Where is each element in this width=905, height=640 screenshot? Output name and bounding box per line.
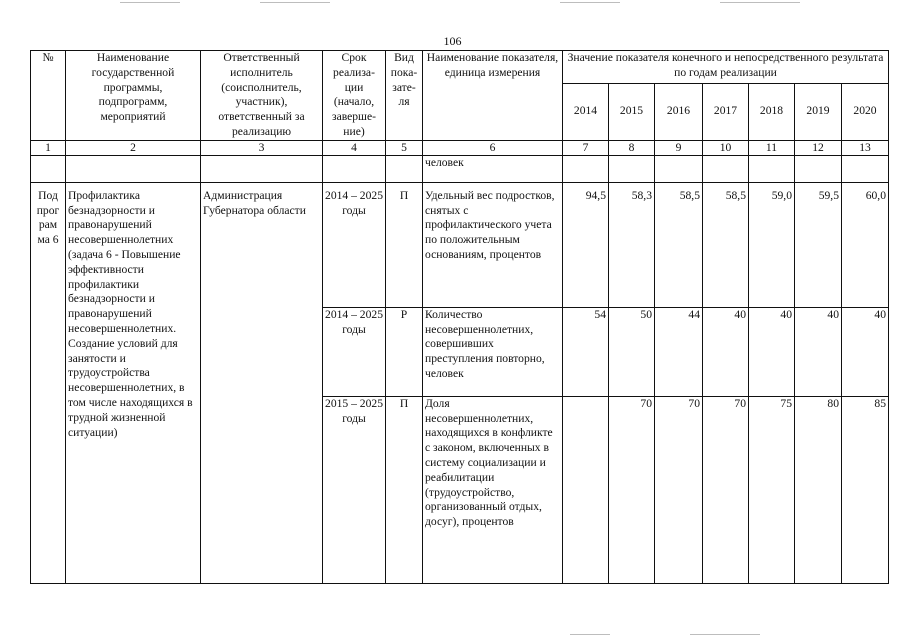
indicator-value: 70 xyxy=(703,396,749,583)
scan-mark xyxy=(120,2,180,3)
indicator-value: 80 xyxy=(795,396,842,583)
scan-mark xyxy=(720,2,800,3)
indicator-type: П xyxy=(386,396,423,583)
empty-cell xyxy=(386,155,423,182)
empty-cell xyxy=(795,155,842,182)
indicator-name: Удельный вес подростков, снятых с профилактического учета по положительным основаниям, процентов xyxy=(423,189,563,308)
indicator-value: 40 xyxy=(749,307,795,396)
indicator-row xyxy=(31,189,889,308)
indicator-value: 50 xyxy=(609,307,655,396)
header-program-name: Наименование государственной программы, подпрограмм, мероприятий xyxy=(66,51,201,141)
indicator-value: 70 xyxy=(609,396,655,583)
column-number: 13 xyxy=(842,140,889,155)
header-indicator-type: Вид пока-зате-ля xyxy=(386,51,423,141)
empty-cell xyxy=(749,155,795,182)
header-values: Значение показателя конечного и непосредственного результата по годам реализации xyxy=(563,51,889,84)
subprogram-responsible: Администрация Губернатора области xyxy=(201,189,323,584)
column-number: 9 xyxy=(655,140,703,155)
column-number: 2 xyxy=(66,140,201,155)
column-number-row xyxy=(31,140,889,155)
indicator-value: 40 xyxy=(795,307,842,396)
indicator-value: 44 xyxy=(655,307,703,396)
header-year: 2019 xyxy=(795,84,842,141)
header-no: № xyxy=(31,51,66,141)
continuation-row xyxy=(31,155,889,182)
indicator-period: 2014 – 2025 годы xyxy=(323,189,386,308)
indicator-value: 75 xyxy=(749,396,795,583)
column-number: 3 xyxy=(201,140,323,155)
indicator-period: 2014 – 2025 годы xyxy=(323,307,386,396)
empty-cell xyxy=(31,155,66,182)
column-number: 5 xyxy=(386,140,423,155)
column-number: 1 xyxy=(31,140,66,155)
column-number: 7 xyxy=(563,140,609,155)
header-year: 2018 xyxy=(749,84,795,141)
header-year: 2017 xyxy=(703,84,749,141)
indicator-value: 58,5 xyxy=(703,189,749,308)
indicator-value: 40 xyxy=(703,307,749,396)
header-responsible: Ответственный исполнитель (соисполнитель, участник), ответственный за реализацию xyxy=(201,51,323,141)
indicator-value: 58,3 xyxy=(609,189,655,308)
empty-cell xyxy=(201,155,323,182)
indicator-value: 40 xyxy=(842,307,889,396)
column-number: 4 xyxy=(323,140,386,155)
indicator-type: П xyxy=(386,189,423,308)
empty-cell xyxy=(609,155,655,182)
scan-mark xyxy=(560,2,620,3)
page-number: 106 xyxy=(443,34,462,48)
indicator-period: 2015 – 2025 годы xyxy=(323,396,386,583)
header-indicator-name: Наименование показателя, единица измерения xyxy=(423,51,563,141)
empty-cell xyxy=(563,155,609,182)
column-number: 11 xyxy=(749,140,795,155)
indicator-value: 59,5 xyxy=(795,189,842,308)
column-number: 8 xyxy=(609,140,655,155)
header-row xyxy=(31,51,889,84)
scan-mark xyxy=(690,634,760,635)
indicator-type: Р xyxy=(386,307,423,396)
indicator-value: 85 xyxy=(842,396,889,583)
indicator-name: Доля несовершеннолетних, находящихся в конфликте с законом, включенных в систему социализации и реабилитации (трудоустройство, организованный отдых, досуг), процентов xyxy=(423,396,563,583)
header-year: 2015 xyxy=(609,84,655,141)
column-number: 12 xyxy=(795,140,842,155)
indicator-value: 58,5 xyxy=(655,189,703,308)
subprogram-number: Под прог рам ма 6 xyxy=(31,189,66,584)
header-year: 2016 xyxy=(655,84,703,141)
indicator-value: 70 xyxy=(655,396,703,583)
indicator-name: Количество несовершеннолетних, совершивших преступления повторно, человек xyxy=(423,307,563,396)
empty-cell xyxy=(703,155,749,182)
subprogram-name: Профилактика безнадзорности и правонарушений несовершеннолетних (задача 6 - Повышение эффективности профилактики безнадзорности и правонарушений несовершеннолетних. Создание условий для занятости и трудоустройства несовершеннолетних, в том числе находящихся в трудной жизненной ситуации) xyxy=(66,189,201,584)
column-number: 6 xyxy=(423,140,563,155)
indicator-value: 60,0 xyxy=(842,189,889,308)
indicator-name-continued: человек xyxy=(423,155,563,182)
scan-mark xyxy=(570,634,610,635)
empty-cell xyxy=(66,155,201,182)
indicator-value: 54 xyxy=(563,307,609,396)
scan-mark xyxy=(260,2,330,3)
indicator-value xyxy=(563,396,609,583)
indicators-table xyxy=(30,50,889,584)
empty-cell xyxy=(655,155,703,182)
header-year: 2014 xyxy=(563,84,609,141)
header-year: 2020 xyxy=(842,84,889,141)
indicator-value: 59,0 xyxy=(749,189,795,308)
empty-cell xyxy=(842,155,889,182)
column-number: 10 xyxy=(703,140,749,155)
header-period: Срок реализа-ции (начало, заверше-ние) xyxy=(323,51,386,141)
empty-cell xyxy=(323,155,386,182)
indicator-value: 94,5 xyxy=(563,189,609,308)
